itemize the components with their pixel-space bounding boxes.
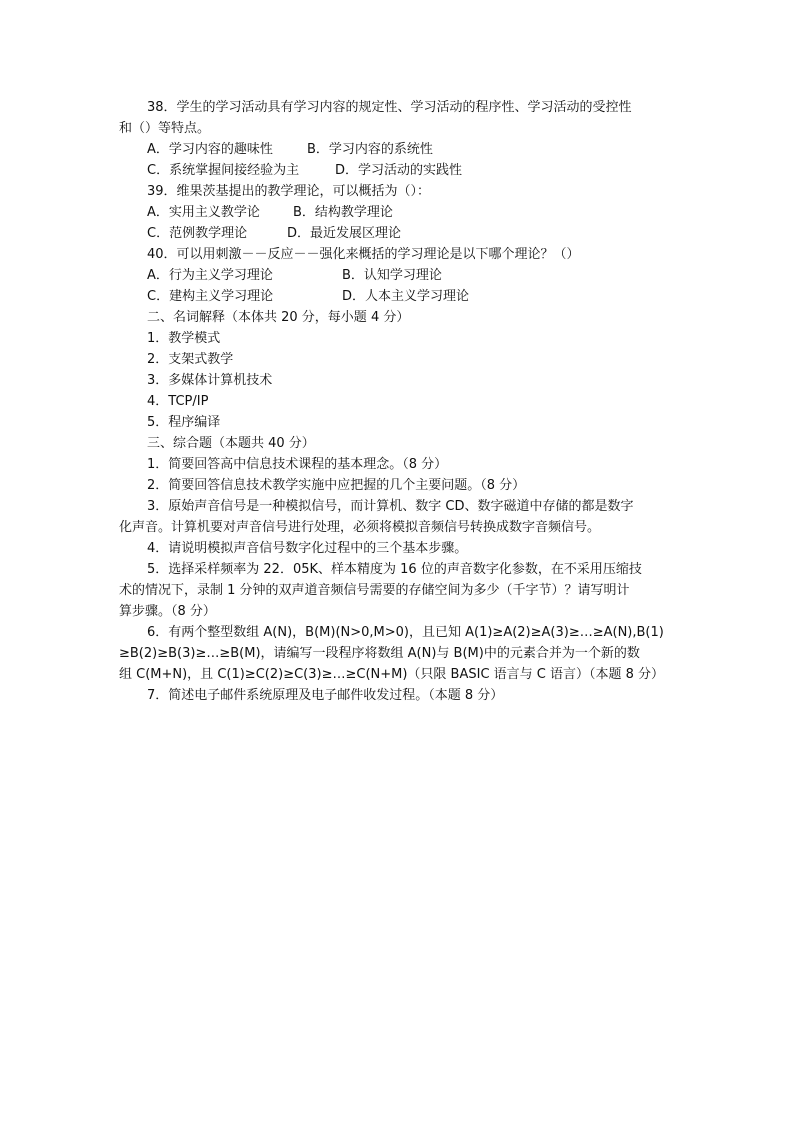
q39-option-c: C．范例教学理论	[147, 226, 248, 241]
q38-option-b: B．学习内容的系统性	[307, 142, 433, 157]
section3-q1: 1．简要回答高中信息技术课程的基本理念。（8 分）	[147, 457, 448, 472]
section2-item: 5．程序编译	[147, 415, 221, 430]
q38-option-d: D．学习活动的实践性	[335, 163, 463, 178]
section3-q4: 4．请说明模拟声音信号数字化过程中的三个基本步骤。	[147, 541, 468, 556]
q40-option-c: C．建构主义学习理论	[147, 289, 274, 304]
q40-options-row-1	[119, 265, 679, 286]
q38-stem-line-2: 和（）等特点。	[119, 121, 211, 136]
section3-q5-line-1: 5．选择采样频率为 22．05K、样本精度为 16 位的声音数字化参数，在不采用压缩技	[147, 562, 642, 577]
q39-option-a: A．实用主义教学论	[147, 205, 260, 220]
q38-option-c: C．系统掌握间接经验为主	[147, 163, 300, 178]
section3-q7: 7．简述电子邮件系统原理及电子邮件收发过程。（本题 8 分）	[147, 688, 504, 703]
section3-q3-line-2: 化声音。计算机要对声音信号进行处理，必须将模拟音频信号转换成数字音频信号。	[119, 520, 601, 535]
section3-q3-line-1: 3．原始声音信号是一种模拟信号，而计算机、数字 CD、数字磁道中存储的都是数字	[147, 499, 634, 514]
section2-item: 1．教学模式	[147, 331, 221, 346]
section3-heading: 三、综合题（本题共 40 分）	[147, 436, 315, 451]
q38-options-row-1	[119, 139, 679, 160]
section3-q6-line-3: 组 C(M+N)，且 C(1)≥C(2)≥C(3)≥…≥C(N+M)（只限 BASIC 语言与 C 语言）（本题 8 分）	[119, 667, 665, 682]
q40-option-a: A．行为主义学习理论	[147, 268, 273, 283]
section3-q5-line-3: 算步骤。（8 分）	[119, 604, 216, 619]
q38-stem-line-1: 38．学生的学习活动具有学习内容的规定性、学习活动的程序性、学习活动的受控性	[147, 100, 632, 115]
section2-item: 3．多媒体计算机技术	[147, 373, 273, 388]
exam-content	[119, 97, 679, 706]
q40-option-d: D．人本主义学习理论	[342, 289, 470, 304]
q39-options-row-2	[119, 223, 679, 244]
q40-stem: 40．可以用刺激－－反应－－强化来概括的学习理论是以下哪个理论？（）	[147, 247, 580, 262]
q39-stem: 39．维果茨基提出的教学理论，可以概括为（）：	[147, 184, 431, 199]
q39-option-b: B．结构教学理论	[293, 205, 393, 220]
q40-option-b: B．认知学习理论	[342, 268, 442, 283]
q39-option-d: D．最近发展区理论	[287, 226, 402, 241]
section3-q5-line-2: 术的情况下，录制 1 分钟的双声道音频信号需要的存储空间为多少（千字节）？请写明计	[119, 583, 630, 598]
q39-options-row-1	[119, 202, 679, 223]
section2-item: 4．TCP/IP	[147, 394, 209, 409]
section2-item: 2．支架式教学	[147, 352, 234, 367]
q40-options-row-2	[119, 286, 679, 307]
q38-option-a: A．学习内容的趣味性	[147, 142, 273, 157]
section3-q6-line-2: ≥B(2)≥B(3)≥…≥B(M)，请编写一段程序将数组 A(N)与 B(M)中的元素合并为一个新的数	[119, 646, 640, 661]
section2-heading: 二、名词解释（本体共 20 分，每小题 4 分）	[147, 310, 410, 325]
section3-q6-line-1: 6．有两个整型数组 A(N)，B(M)(N>0,M>0)，且已知 A(1)≥A(2)≥A(3)≥…≥A(N),B(1)	[147, 625, 664, 640]
section3-q2: 2．简要回答信息技术教学实施中应把握的几个主要问题。（8 分）	[147, 478, 526, 493]
q38-options-row-2	[119, 160, 679, 181]
